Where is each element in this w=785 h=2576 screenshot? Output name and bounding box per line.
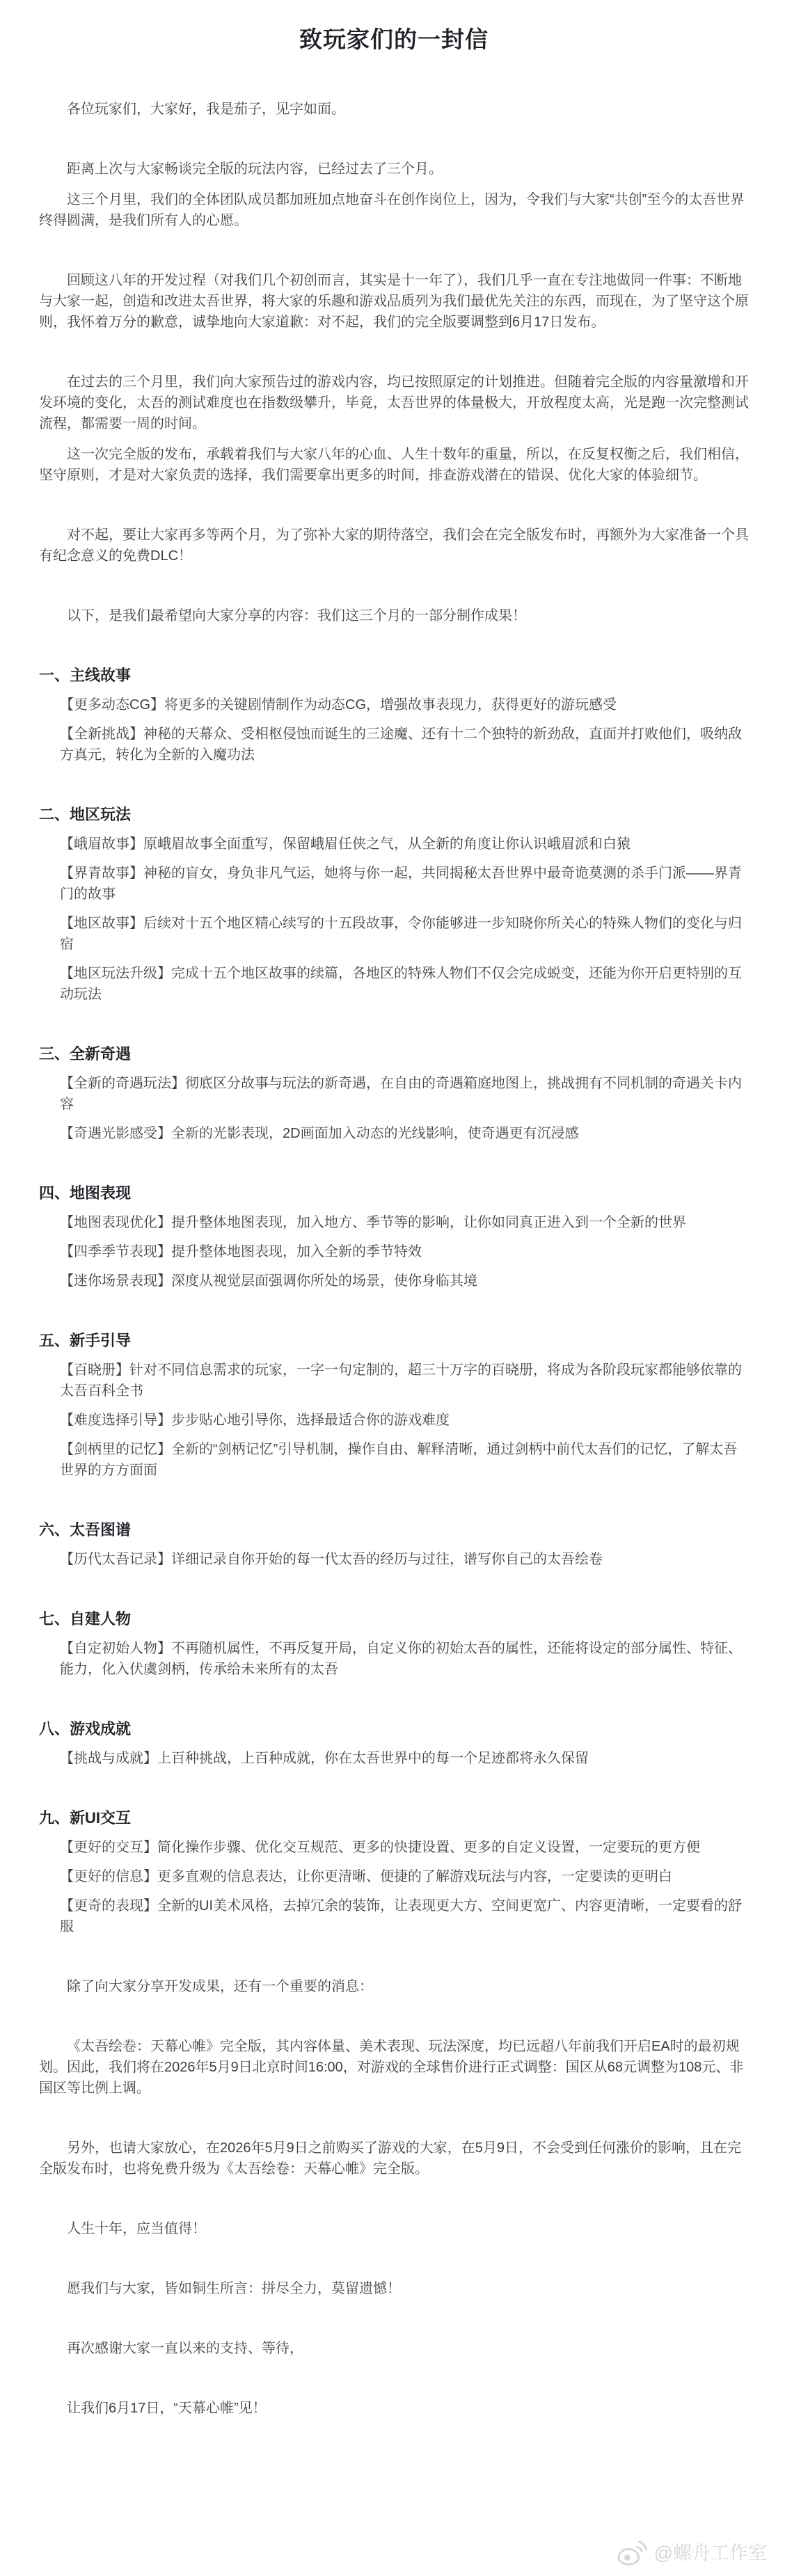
feature-section <box>39 1044 749 1144</box>
watermark <box>617 2540 767 2566</box>
feature-item: 【历代太吾记录】详细记录自你开始的每一代太吾的经历与过往，谱写你自己的太吾绘卷 <box>60 1552 603 1567</box>
feature-sections <box>39 665 749 1937</box>
feature-item: 【更好的交互】简化操作步骤、优化交互规范、更多的快捷设置、更多的自定义设置，一定要玩的更方便 <box>60 1840 700 1855</box>
feature-section <box>39 1520 749 1570</box>
paragraph: 在过去的三个月里，我们向大家预告过的游戏内容，均已按照原定的计划推进。但随着完全版的内容量激增和开发环境的变化，太吾的测试难度也在指数级攀升，毕竟，太吾世界的体量极大，开放程度太高，光是跑一次完整测试流程，都需要一周的时间。 <box>39 374 749 431</box>
section-heading: 一、主线故事 <box>39 667 132 684</box>
feature-item: 【难度选择引导】步步贴心地引导你，选择最适合你的游戏难度 <box>60 1413 450 1428</box>
feature-item: 【地图表现优化】提升整体地图表现，加入地方、季节等的影响，让你如同真正进入到一个全新的世界 <box>60 1215 686 1230</box>
paragraph: 这一次完全版的发布，承载着我们与大家八年的心血、人生十数年的重量，所以，在反复权衡之后，我们相信，坚守原则，才是对大家负责的选择，我们需要拿出更多的时间，排查游戏潜在的错误、优化大家的体验细节。 <box>39 447 749 483</box>
paragraph-group <box>39 99 749 120</box>
paragraph: 让我们6月17日，“天幕心帷”见！ <box>67 2401 267 2416</box>
feature-item: 【峨眉故事】原峨眉故事全面重写，保留峨眉任侠之气，从全新的角度让你认识峨眉派和白猿 <box>60 836 631 852</box>
paragraph: 再次感谢大家一直以来的支持、等待， <box>67 2341 303 2356</box>
paragraph-group <box>39 372 749 486</box>
closing-paragraphs <box>39 1976 749 2419</box>
feature-section <box>39 1183 749 1291</box>
feature-item: 【迷你场景表现】深度从视觉层面强调你所处的场景，使你身临其境 <box>60 1273 477 1289</box>
feature-item: 【全新的奇遇玩法】彻底区分故事与玩法的新奇遇，在自由的奇遇箱庭地图上，挑战拥有不同机制的奇遇关卡内容 <box>60 1076 742 1112</box>
weibo-logo-icon <box>617 2540 649 2566</box>
section-heading: 三、全新奇遇 <box>39 1045 132 1063</box>
section-heading: 八、游戏成就 <box>39 1720 132 1738</box>
paragraph: 各位玩家们，大家好，我是茄子，见字如面。 <box>67 102 345 117</box>
feature-section <box>39 665 749 765</box>
paragraph: 距离上次与大家畅谈完全版的玩法内容，已经过去了三个月。 <box>67 161 443 177</box>
paragraph: 《太吾绘卷：天幕心帷》完全版，其内容体量、美术表现、玩法深度，均已远超八年前我们开启EA时的最初规划。因此，我们将在2026年5月9日北京时间16:00，对游戏的全球售价进行正式调整：国区从68元调整为108元、非国区等比例上调。 <box>39 2039 744 2096</box>
feature-item: 【更奇的表现】全新的UI美术风格，去掉冗余的装饰，让表现更大方、空间更宽广、内容更清晰，一定要看的舒服 <box>60 1898 742 1934</box>
paragraph: 人生十年，应当值得！ <box>67 2221 206 2236</box>
feature-section <box>39 804 749 1005</box>
feature-section <box>39 1609 749 1680</box>
paragraph: 愿我们与大家，皆如铜生所言：拼尽全力，莫留遗憾！ <box>67 2281 401 2296</box>
paragraph-group <box>39 159 749 231</box>
feature-item: 【自定初始人物】不再随机属性，不再反复开局，自定义你的初始太吾的属性，还能将设定的部分属性、特征、能力，化入伏虞剑柄，传承给未来所有的太吾 <box>60 1641 742 1677</box>
paragraph: 除了向大家分享开发成果，还有一个重要的消息： <box>67 1979 373 1994</box>
paragraph: 这三个月里，我们的全体团队成员都加班加点地奋斗在创作岗位上，因为，令我们与大家“共创”至今的太吾世界终得圆满，是我们所有人的心愿。 <box>39 192 745 228</box>
feature-item: 【地区故事】后续对十五个地区精心续写的十五段故事，令你能够进一步知晓你所关心的特殊人物们的变化与归宿 <box>60 916 742 952</box>
letter-title: 致玩家们的一封信 <box>299 26 489 52</box>
feature-section <box>39 1719 749 1769</box>
paragraph-group <box>39 1976 749 1997</box>
section-heading: 五、新手引导 <box>39 1332 132 1349</box>
feature-section <box>39 1808 749 1937</box>
paragraph: 另外，也请大家放心，在2026年5月9日之前购买了游戏的大家，在5月9日，不会受到任何涨价的影响，且在完全版发布时，也将免费升级为《太吾绘卷：天幕心帷》完全版。 <box>39 2140 741 2177</box>
paragraph-group <box>39 2278 749 2299</box>
section-heading: 七、自建人物 <box>39 1610 132 1628</box>
section-heading: 二、地区玩法 <box>39 806 132 823</box>
paragraph-group <box>39 605 749 626</box>
paragraph: 以下，是我们最希望向大家分享的内容：我们这三个月的一部分制作成果！ <box>67 608 526 623</box>
watermark-handle: @螺舟工作室 <box>653 2543 767 2563</box>
feature-item: 【地区玩法升级】完成十五个地区故事的续篇，各地区的特殊人物们不仅会完成蜕变，还能为你开启更特别的互动玩法 <box>60 966 742 1002</box>
paragraph-group <box>39 525 749 566</box>
intro-paragraphs <box>39 99 749 626</box>
feature-item: 【界青故事】神秘的盲女，身负非凡气运，她将与你一起，共同揭秘太吾世界中最奇诡莫测的杀手门派——界青门的故事 <box>60 866 742 902</box>
feature-item: 【更多动态CG】将更多的关键剧情制作为动态CG，增强故事表现力，获得更好的游玩感受 <box>60 697 617 713</box>
feature-item: 【四季季节表现】提升整体地图表现，加入全新的季节特效 <box>60 1244 422 1259</box>
section-heading: 四、地图表现 <box>39 1184 132 1202</box>
feature-item: 【挑战与成就】上百种挑战，上百种成就，你在太吾世界中的每一个足迹都将永久保留 <box>60 1751 589 1766</box>
paragraph: 对不起，要让大家再多等两个月，为了弥补大家的期待落空，我们会在完全版发布时，再额外为大家准备一个具有纪念意义的免费DLC！ <box>39 527 749 564</box>
paragraph-group <box>39 2398 749 2419</box>
feature-section <box>39 1330 749 1481</box>
paragraph-group <box>39 2218 749 2239</box>
feature-item: 【百晓册】针对不同信息需求的玩家，一字一句定制的，超三十万字的百晓册，将成为各阶段玩家都能够依靠的太吾百科全书 <box>60 1362 742 1399</box>
paragraph-group <box>39 2036 749 2099</box>
feature-item: 【剑柄里的记忆】全新的“剑柄记忆”引导机制，操作自由、解释清晰，通过剑柄中前代太吾们的记忆，了解太吾世界的方方面面 <box>60 1442 738 1478</box>
paragraph: 回顾这八年的开发过程（对我们几个初创而言，其实是十一年了），我们几乎一直在专注地做同一件事：不断地与大家一起，创造和改进太吾世界，将大家的乐趣和游戏品质列为我们最优先关注的东西，而现在，为了坚守这个原则，我怀着万分的歉意，诚挚地向大家道歉：对不起，我们的完全版要调整到6月17日发布。 <box>39 273 749 330</box>
section-heading: 九、新UI交互 <box>39 1809 132 1827</box>
feature-item: 【更好的信息】更多直观的信息表达，让你更清晰、便捷的了解游戏玩法与内容，一定要读的更明白 <box>60 1869 672 1884</box>
section-heading: 六、太吾图谱 <box>39 1521 132 1539</box>
paragraph-group <box>39 2138 749 2179</box>
feature-item: 【奇遇光影感受】全新的光影表现，2D画面加入动态的光线影响，使奇遇更有沉浸感 <box>60 1126 579 1141</box>
feature-item: 【全新挑战】神秘的天幕众、受相枢侵蚀而诞生的三途魔、还有十二个独特的新劲敌，直面并打败他们，吸纳敌方真元，转化为全新的入魔功法 <box>60 726 742 763</box>
paragraph-group <box>39 270 749 333</box>
paragraph-group <box>39 2338 749 2359</box>
